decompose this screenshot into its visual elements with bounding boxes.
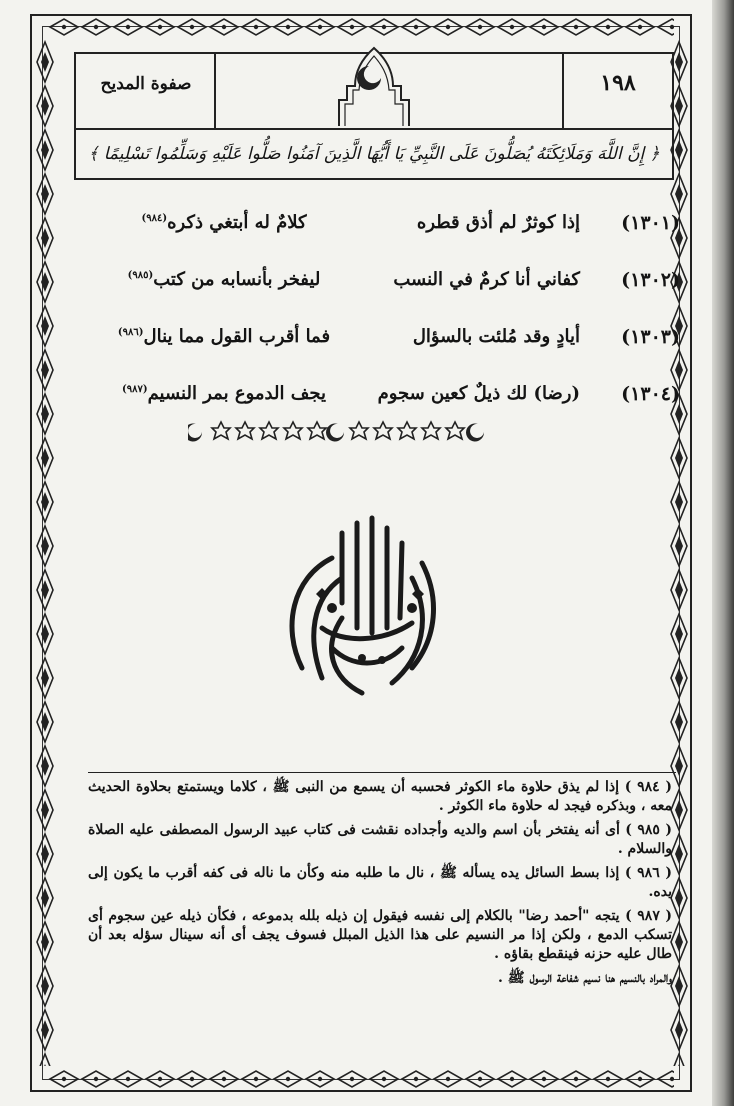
verse-number: (١٣٠٤): [621, 383, 680, 405]
footnotes: [88, 778, 672, 993]
calligraphy-medallion: [262, 508, 462, 708]
star-crescent-divider: [188, 420, 488, 444]
header-number-cell: [562, 54, 672, 128]
quran-verse-banner: ﴿ إِنَّ اللَّهَ وَمَلَائِكَتَهُ يُصَلُّونَ عَلَى النَّبِيِّ يَا أَيُّهَا الَّذِينَ آمَنُوا صَلُّوا عَلَيْهِ وَسَلِّمُوا تَسْلِيمًا ﴾: [88, 144, 660, 164]
verse-second-hemistich: فما أقرب القول مما ينال$^{(٩٨٦)}$: [117, 326, 331, 347]
verse-second-hemistich: ليفخر بأنسابه من كتب$^{(٩٨٥)}$: [127, 269, 321, 290]
footnote: ( ٩٨٥ ) أى أنه يفتخر بأن اسم والديه وأجداده نقشت فى كتاب عبيد الرسول المصطفى عليه الصلاة والسلام .: [88, 822, 673, 857]
header-row: [76, 54, 672, 130]
footnote-ref: (٩٨٥): [127, 270, 154, 281]
bottom-border-ornament: [48, 1068, 674, 1090]
verse-number: (١٣٠٢): [621, 269, 680, 291]
verse-second-hemistich: كلامٌ له أبتغي ذكره$^{(٩٨٤)}$: [141, 212, 307, 233]
verse-row: [74, 212, 680, 269]
verse-first-hemistich: (رضا) لك ذيلٌ كعين سجوم: [377, 383, 580, 404]
verse-first-hemistich: أيادٍ وقد مُلئت بالسؤال: [412, 326, 580, 347]
verse-first-hemistich: إذا كوثرٌ لم أذق قطره: [416, 212, 580, 233]
poem-verses: [74, 212, 680, 440]
verse-number: (١٣٠٣): [621, 326, 680, 348]
page-header: [74, 52, 674, 180]
footnote-ref: (٩٨٦): [117, 327, 144, 338]
book-title: صفوة المديح: [100, 74, 192, 94]
verse-row: [74, 326, 680, 383]
header-title-cell: [76, 54, 216, 128]
left-border-ornament: [34, 40, 56, 1066]
book-spine-shadow: [712, 0, 734, 1106]
footnote: ( ٩٨٤ ) إذا لم يذق حلاوة ماء الكوثر فحسبه أن يسمع من النبى ﷺ ، كلاما ويستمتع بحلاوة الحديث معه ، وبذكره فيجد له حلاوة ماء الكوثر .: [88, 779, 673, 814]
footnote: والمراد بالنسيم هنا نسيم شفاعة الرسول ﷺ .: [498, 970, 672, 986]
verse-second-hemistich: يجف الدموع بمر النسيم$^{(٩٨٧)}$: [121, 383, 326, 404]
crescent-crest-icon: [329, 38, 419, 128]
page-number: ١٩٨: [600, 70, 636, 96]
footnote-rule: [88, 772, 676, 773]
footnote-ref: (٩٨٤): [141, 213, 168, 224]
verse-first-hemistich: كفاني أنا كرمٌ في النسب: [393, 269, 580, 290]
footnote: ( ٩٨٧ ) يتجه "أحمد رضا" بالكلام إلى نفسه فيقول إن ذيله بلله بدموعه ، فكأن ذيله عين سجوم أى تسكب الدمع ، ولكن إذا مر النسيم على هذا الذيل المبلل فسوف يجف أى أنه سينال سؤله بعد أن طال عليه حزنه فينقطع بقاؤه .: [88, 908, 673, 962]
top-border-ornament: [48, 16, 674, 38]
footnote: ( ٩٨٦ ) إذا بسط السائل يده يسأله ﷺ ، نال ما طلبه منه وكأن ما ناله فى كفه أقرب ما يكون إلى يده.: [88, 865, 672, 900]
verse-row: [74, 269, 680, 326]
verse-number: (١٣٠١): [621, 212, 680, 234]
footnote-ref: (٩٨٧): [121, 384, 148, 395]
